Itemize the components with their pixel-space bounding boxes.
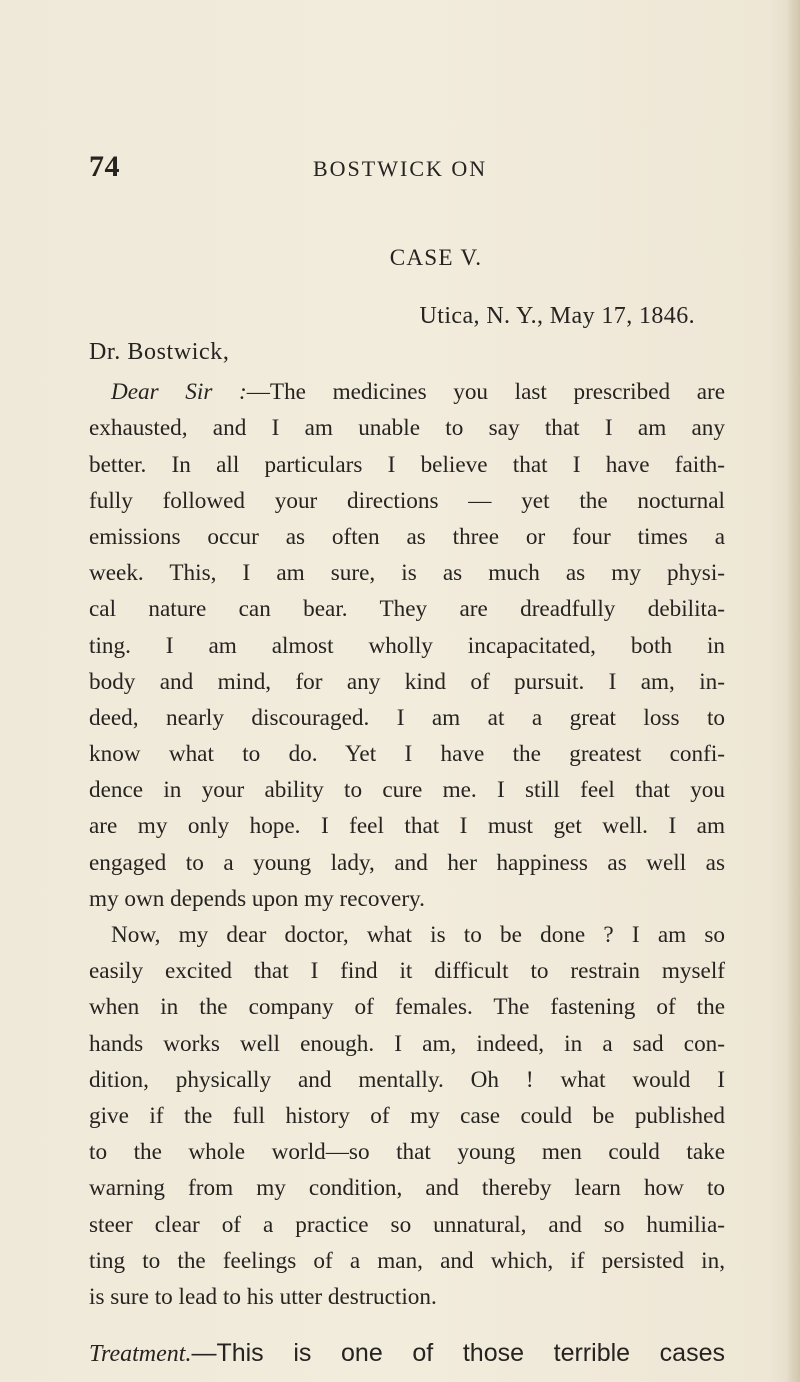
letter-line-text: —The medicines you last prescribed are <box>246 379 725 406</box>
case-title: CASE V. <box>389 245 483 271</box>
letter-line: better. In all particulars I believe that I have faith- <box>89 451 725 478</box>
letter-line: steer clear of a practice so unnatural, and so humilia- <box>89 1211 725 1238</box>
letter-line: easily excited that I find it difficult to restrain myself <box>89 958 725 985</box>
letter-greeting: Dear Sir : <box>111 379 247 406</box>
letter-line <box>89 374 725 410</box>
letter-line: emissions occur as often as three or four times a <box>89 523 725 550</box>
letter-line: hands works well enough. I am, indeed, in a sad con- <box>89 1030 725 1057</box>
page-edge-shadow <box>786 0 800 1382</box>
letter-line: warning from my condition, and thereby learn how to <box>89 1175 725 1202</box>
letter-line: dence in your ability to cure me. I still feel that you <box>89 777 725 804</box>
running-head: BOSTWICK ON <box>313 156 488 181</box>
letter-line: is sure to lead to his utter destruction. <box>89 1283 437 1310</box>
letter-line: to the whole world—so that young men could take <box>89 1139 725 1166</box>
page-number: 74 <box>89 150 120 183</box>
letter-line: body and mind, for any kind of pursuit. I am, in- <box>89 668 725 695</box>
letter-dateline: Utica, N. Y., May 17, 1846. <box>419 303 695 330</box>
letter-line: when in the company of females. The fastening of the <box>89 994 725 1021</box>
letter-content <box>89 240 725 1372</box>
page-header <box>89 150 729 190</box>
letter-line: engaged to a young lady, and her happiness as well as <box>89 849 725 876</box>
letter-line: give if the full history of my case could be published <box>89 1102 725 1129</box>
treatment-label: Treatment. <box>89 1341 192 1368</box>
letter-line: dition, physically and mentally. Oh ! what would I <box>89 1066 725 1093</box>
letter-salutation: Dr. Bostwick, <box>89 339 230 366</box>
letter-line: fully followed your directions — yet the nocturnal <box>89 487 725 514</box>
letter-line: are my only hope. I feel that I must get well. I am <box>89 813 725 840</box>
letter-line: exhausted, and I am unable to say that I am any <box>89 415 725 442</box>
treatment-paragraph <box>89 1335 725 1372</box>
letter-line: ting. I am almost wholly incapacitated, both in <box>89 632 725 659</box>
letter-line: Now, my dear doctor, what is to be done ? I am so <box>111 922 725 949</box>
letter-line: know what to do. Yet I have the greatest confi- <box>89 741 725 768</box>
letter-line: week. This, I am sure, is as much as my physi- <box>89 560 725 587</box>
letter-line: deed, nearly discouraged. I am at a great loss to <box>89 704 725 731</box>
treatment-text: —This is one of those terrible cases <box>191 1339 725 1368</box>
letter-line: my own depends upon my recovery. <box>89 885 425 912</box>
letter-line: ting to the feelings of a man, and which, if persisted in, <box>89 1247 725 1274</box>
letter-line: cal nature can bear. They are dreadfully debilita- <box>89 596 725 623</box>
